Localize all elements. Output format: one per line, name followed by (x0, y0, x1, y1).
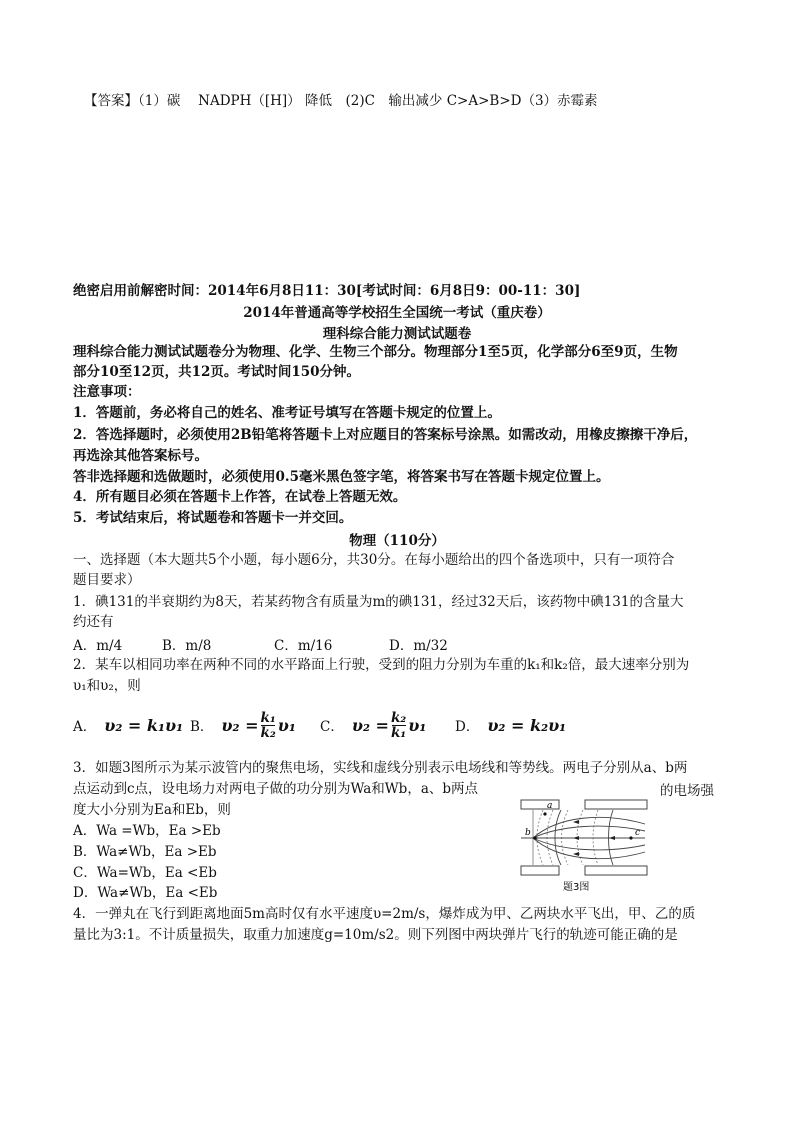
q2-option-a-label: A． (73, 719, 97, 735)
q2-option-b-rhs: υ₁ (277, 715, 296, 735)
q3-option-c: C．Wa=Wb，Ea <Eb (73, 865, 217, 881)
focusing-field-diagram (513, 796, 651, 894)
q2-line-b: υ₁和υ₂，则 (73, 678, 141, 694)
q2-option-b (190, 705, 296, 745)
q3-option-b: B．Wa≠Wb，Ea >Eb (73, 844, 217, 860)
exam-subtitle: 理科综合能力测试试题卷 (322, 326, 472, 342)
notice-3: 答非选择题和选做题时，必须使用0.5毫米黑色签字笔，将答案书写在答题卡规定位置上。 (73, 469, 610, 485)
q2-option-c (320, 705, 426, 745)
q2-option-b-label: B． (190, 719, 214, 735)
figure-label-b: b (525, 828, 531, 838)
q2-option-a (73, 705, 183, 745)
notice-2b: 再选涂其他答案标号。 (73, 448, 208, 464)
q2-option-d-formula: υ₂ = k₂υ₁ (487, 715, 567, 735)
q2-line-a: 2．某车以相同功率在两种不同的水平路面上行驶，受到的阻力分别为车重的k₁和k₂倍，最大速率分别为 (73, 657, 690, 673)
q1-option-c: C．m/16 (274, 638, 333, 654)
q2-option-d (455, 705, 566, 745)
physics-heading: 物理（110分） (349, 533, 445, 549)
q2-option-b-lhs: υ₂ = (221, 715, 259, 735)
exam-title: 2014年普通高等学校招生全国统一考试（重庆卷） (243, 305, 551, 321)
q4-line-a: 4．一弹丸在飞行到距离地面5m高时仅有水平速度υ=2m/s，爆炸成为甲、乙两块水平飞出，甲、乙的质 (73, 906, 696, 922)
q3-option-d: D．Wa≠Wb，Ea <Eb (73, 885, 218, 901)
q1-line-b: 约还有 (73, 614, 114, 630)
q2-option-c-rhs: υ₁ (408, 715, 427, 735)
notice-4: 4．所有题目必须在答题卡上作答，在试卷上答题无效。 (73, 489, 407, 505)
notice-2a: 2．答选择题时，必须使用2B铅笔将答题卡上对应题目的答案标号涂黑。如需改动，用橡皮擦擦干净后， (73, 427, 698, 443)
q2-option-c-numerator: k₂ (390, 709, 407, 726)
q2-option-c-lhs: υ₂ = (351, 715, 389, 735)
q3-line-c: 度大小分别为Ea和Eb，则 (73, 802, 231, 818)
answer-line: 【答案】（1）碳 NADPH（[H]） 降低 (2)C 输出减少 C>A>B>D（3）赤霉素 (84, 93, 598, 109)
q3-line-b: 点运动到c点，设电场力对两电子做的功分别为Wa和Wb，a、b两点 (73, 781, 479, 797)
q2-option-a-formula: υ₂ = k₁υ₁ (104, 715, 184, 735)
q2-option-b-fraction (261, 711, 276, 740)
q2-option-c-fraction (391, 711, 406, 740)
q2-option-b-numerator: k₁ (260, 709, 276, 726)
q2-option-c-label: C． (320, 719, 344, 735)
q3-line-b-tail: 的电场强 (660, 783, 714, 799)
intro-line-1: 理科综合能力测试试题卷分为物理、化学、生物三个部分。物理部分1至5页，化学部分6至9页，生物 (73, 344, 678, 360)
section1-line-b: 题目要求） (73, 572, 141, 588)
intro-line-2: 部分10至12页，共12页。考试时间150分钟。 (73, 364, 361, 380)
q4-line-b: 量比为3:1。不计质量损失，取重力加速度g=10m/s2。则下列图中两块弹片飞行的轨迹可能正确的是 (73, 927, 678, 943)
section1-line-a: 一、选择题（本大题共5个小题，每小题6分，共30分。在每小题给出的四个备选项中，只有一项符合 (73, 552, 675, 568)
notice-1: 1．答题前，务必将自己的姓名、准考证号填写在答题卡规定的位置上。 (73, 405, 501, 421)
q3-line-a: 3．如题3图所示为某示波管内的聚焦电场，实线和虚线分别表示电场线和等势线。两电子分别从a、b两 (73, 760, 688, 776)
figure-label-a: a (547, 801, 553, 811)
q2-option-b-denominator: k₂ (260, 724, 276, 741)
secret-line: 绝密启用前解密时间：2014年6月8日11：30[考试时间：6月8日9：00-11：30] (73, 283, 581, 299)
notice-5: 5．考试结束后，将试题卷和答题卡一并交回。 (73, 510, 353, 526)
q3-option-a: A．Wa =Wb，Ea >Eb (73, 823, 221, 839)
q1-option-a: A．m/4 (73, 638, 123, 654)
q1-option-b: B．m/8 (162, 638, 212, 654)
q3-figure (513, 796, 651, 894)
q2-option-d-label: D． (455, 719, 480, 735)
q2-option-c-denominator: k₁ (390, 724, 407, 741)
q1-option-d: D．m/32 (389, 638, 448, 654)
figure-label-c: c (635, 828, 641, 838)
figure-caption: 题3图 (563, 882, 590, 893)
q1-line-a: 1．碘131的半衰期约为8天，若某药物含有质量为m的碘131，经过32天后，该药物中碘131的含量大 (73, 594, 684, 610)
notice-title: 注意事项： (73, 384, 141, 400)
